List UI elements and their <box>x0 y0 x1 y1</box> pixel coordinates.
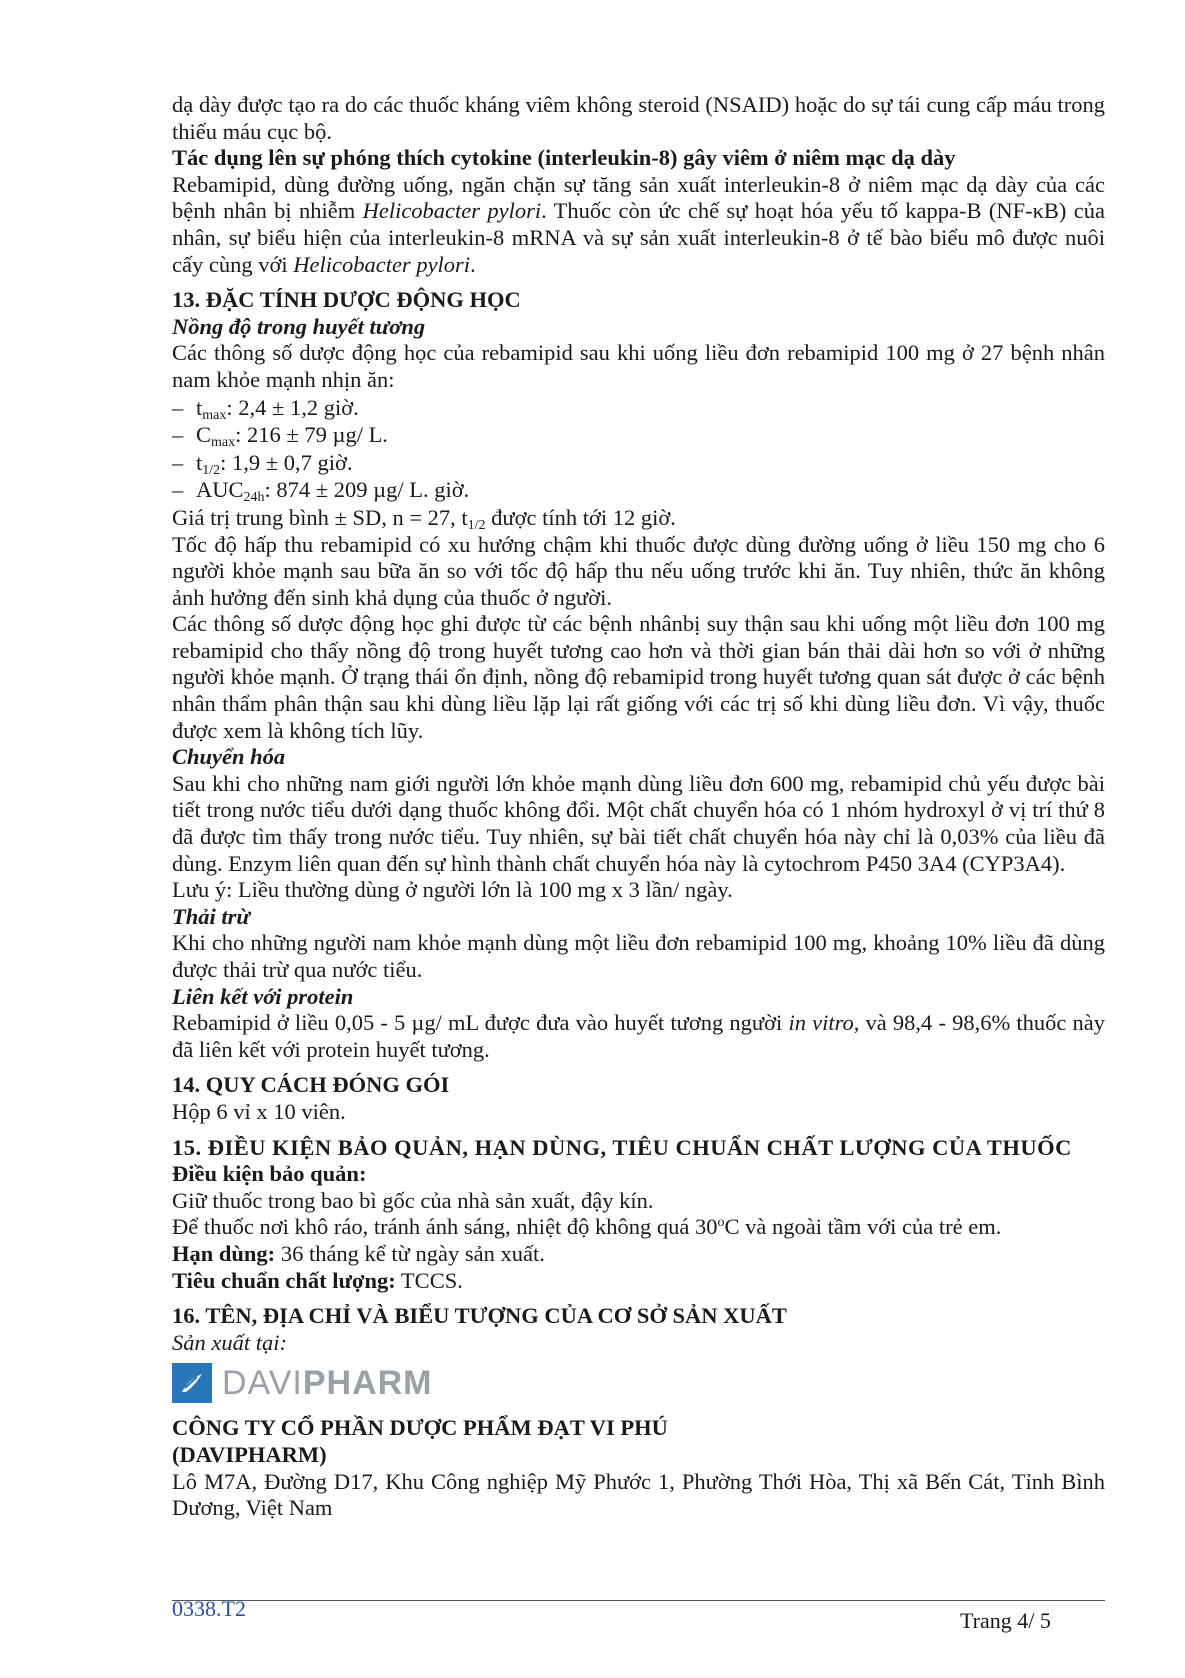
params-paragraph: Các thông số dược động học của rebamipid sau khi uống liều đơn rebamipid 100 mg ở 27 bệnh nhân nam khỏe mạnh nhịn ăn: <box>172 340 1105 392</box>
thalf-item: – $t_{1/2}$: 1,9 ± 0,7 giờ. <box>172 449 353 478</box>
metabolism-subheading: Chuyển hóa <box>172 744 286 770</box>
company-name: CÔNG TY CỔ PHẦN DƯỢC PHẨM ĐẠT VI PHÚ <box>172 1415 668 1441</box>
document-code: 0338.T2 <box>172 1596 246 1621</box>
footer-divider <box>172 1600 1105 1601</box>
plasma-subheading: Nồng độ trong huyết tương <box>172 313 426 339</box>
protein-paragraph: Rebamipid ở liều 0,05 - 5 µg/ mL được đưa vào huyết tương người in vitro, và 98,4 - 98,6% thuốc này đã liên kết với protein huyết tương. <box>172 1010 1106 1062</box>
metabolism-paragraph: Sau khi cho những nam giới người lớn khỏe mạnh dùng liều đơn 600 mg, rebamipid chủ yếu được bài tiết trong nước tiểu dưới dạng thuốc không đổi. Một chất chuyển hóa có 1 nhóm hydroxyl ở vị trí thứ 8 đã được tìm thấy trong nước tiểu. Tuy nhiên, sự bài tiết chất chuyển hóa này chỉ là 0,03% của liều đã dùng. Enzym liên quan đến sự hình thành chất chuyển hóa này là cytochrom P450 3A4 (CYP3A4). <box>172 770 1105 876</box>
packaging-text: Hộp 6 vỉ x 10 viên. <box>172 1098 346 1124</box>
storage-line-1: Giữ thuốc trong bao bì gốc của nhà sản xuất, đậy kín. <box>172 1187 654 1213</box>
auc-item: – $AUC_{24h}$: 874 ± 209 µg/ L. giờ. <box>172 477 470 506</box>
mean-note: Giá trị trung bình ± SD, n = 27, $t_{1/2}$ được tính tới 12 giờ. <box>172 504 676 533</box>
dose-note: Lưu ý: Liều thường dùng ở người lớn là 100 mg x 3 lần/ ngày. <box>172 877 733 903</box>
storage-line-2: Để thuốc nơi khô ráo, tránh ánh sáng, nhiệt độ không quá 30$^o$C và ngoài tầm với của trẻ em. <box>172 1214 1002 1240</box>
davipharm-logo-text: DAVIPHARM <box>222 1364 433 1403</box>
expiry-line: Hạn dùng: 36 tháng kể từ ngày sản xuất. <box>172 1240 545 1266</box>
cytokine-subheading: Tác dụng lên sự phóng thích cytokine (interleukin-8) gây viêm ở niêm mạc dạ dày <box>172 145 956 171</box>
cytokine-paragraph: Rebamipid, dùng đường uống, ngăn chặn sự tăng sản xuất interleukin-8 ở niêm mạc dạ dày của các bệnh nhân bị nhiễm Helicobacter pylori. Thuốc còn ức chế sự hoạt hóa yếu tố kappa-B (NF-κB) của nhân, sự biểu hiện của interleukin-8 mRNA và sự sản xuất interleukin-8 ở tế bào biểu mô được nuôi cấy cùng với Helicobacter pylori. <box>172 171 1105 277</box>
absorption-paragraph: Tốc độ hấp thu rebamipid có xu hướng chậm khi thuốc được dùng đường uống ở liều 150 mg cho 6 người khỏe mạnh sau bữa ăn so với tốc độ hấp thu nếu uống trước khi ăn. Tuy nhiên, thức ăn không ảnh hưởng đến sinh khả dụng của thuốc ở người. <box>172 531 1105 610</box>
standard-line: Tiêu chuẩn chất lượng: TCCS. <box>172 1267 463 1293</box>
section-14-heading: 14. QUY CÁCH ĐÓNG GÓI <box>172 1072 450 1098</box>
section-16-heading: 16. TÊN, ĐỊA CHỈ VÀ BIỂU TƯỢNG CỦA CƠ SỞ SẢN XUẤT <box>172 1303 787 1329</box>
made-at-label: Sản xuất tại: <box>172 1329 287 1355</box>
cmax-item: – $C_{max}$: 216 ± 79 µg/ L. <box>172 422 388 451</box>
company-address: Lô M7A, Đường D17, Khu Công nghiệp Mỹ Phước 1, Phường Thới Hòa, Thị xã Bến Cát, Tỉnh Bình Dương, Việt Nam <box>172 1468 1105 1521</box>
section-15-heading: 15. ĐIỀU KIỆN BẢO QUẢN, HẠN DÙNG, TIÊU CHUẨN CHẤT LƯỢNG CỦA THUỐC <box>172 1134 1072 1160</box>
document-page <box>172 92 1105 1522</box>
storage-label: Điều kiện bảo quản: <box>172 1161 367 1187</box>
elimination-paragraph: Khi cho những người nam khỏe mạnh dùng một liều đơn rebamipid 100 mg, khoảng 10% liều đã dùng được thải trừ qua nước tiểu. <box>172 930 1105 982</box>
tmax-item: – $t_{max}$: 2,4 ± 1,2 giờ. <box>172 394 359 423</box>
section-13-heading: 13. ĐẶC TÍNH DƯỢC ĐỘNG HỌC <box>172 287 521 313</box>
protein-subheading: Liên kết với protein <box>172 983 354 1009</box>
renal-paragraph: Các thông số dược động học ghi được từ các bệnh nhânbị suy thận sau khi uống một liều đơn 100 mg rebamipid cho thấy nồng độ trong huyết tương cao hơn và thời gian bán thải dài hơn so với ở những người khỏe mạnh. Ở trạng thái ổn định, nồng độ rebamipid trong huyết tương quan sát được ở các bệnh nhân thẩm phân thận sau khi dùng liều lặp lại rất giống với các trị số khi dùng liều đơn. Vì vậy, thuốc được xem là không tích lũy. <box>172 611 1105 743</box>
intro-paragraph: dạ dày được tạo ra do các thuốc kháng viêm không steroid (NSAID) hoặc do sự tái cung cấp máu trong thiếu máu cục bộ. <box>172 92 1105 144</box>
davipharm-logo <box>172 1361 1105 1405</box>
company-short-name: (DAVIPHARM) <box>172 1441 327 1467</box>
davipharm-logo-icon <box>172 1363 212 1403</box>
page-number: Trang 4/ 5 <box>960 1608 1051 1633</box>
elimination-subheading: Thải trừ <box>172 903 250 929</box>
